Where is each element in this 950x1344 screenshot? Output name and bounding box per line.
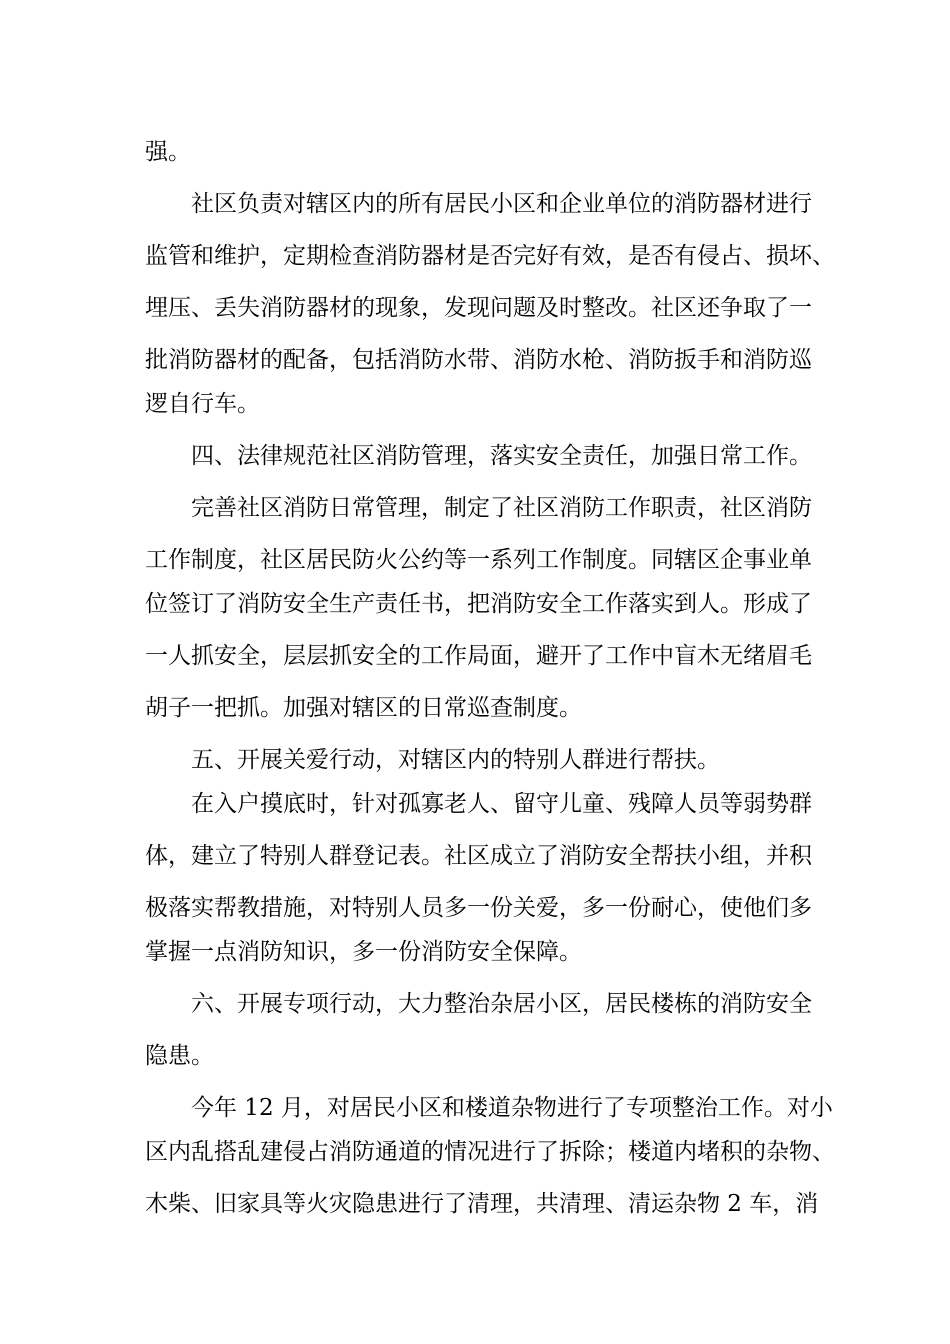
text-line: 隐患。 [145,1043,214,1069]
text-line: 一人抓安全，层层抓安全的工作局面，避开了工作中盲木无绪眉毛 [145,643,812,669]
section-heading: 六、开展专项行动，大力整治杂居小区，居民楼栋的消防安全 [145,991,812,1017]
text-line: 区内乱搭乱建侵占消防通道的情况进行了拆除；楼道内堵积的杂物、 [145,1139,835,1165]
text-line: 工作制度，社区居民防火公约等一系列工作制度。同辖区企事业单 [145,547,812,573]
text-line: 强。 [145,139,191,165]
text-line: 社区负责对辖区内的所有居民小区和企业单位的消防器材进行 [145,191,812,217]
text-line: 完善社区消防日常管理，制定了社区消防工作职责，社区消防 [145,495,812,521]
text-line: 掌握一点消防知识，多一份消防安全保障。 [145,939,582,965]
text-line: 胡子一把抓。加强对辖区的日常巡查制度。 [145,695,582,721]
text-line: 今年 12 月，对居民小区和楼道杂物进行了专项整治工作。对小 [145,1095,833,1121]
text-line: 位签订了消防安全生产责任书，把消防安全工作落实到人。形成了 [145,591,812,617]
section-heading: 五、开展关爱行动，对辖区内的特别人群进行帮扶。 [145,747,720,773]
text-line: 极落实帮教措施，对特别人员多一份关爱，多一份耐心，使他们多 [145,895,812,921]
text-line: 在入户摸底时，针对孤寡老人、留守儿童、残障人员等弱势群 [145,791,812,817]
text-line: 体，建立了特别人群登记表。社区成立了消防安全帮扶小组，并积 [145,843,812,869]
text-line: 木柴、旧家具等火灾隐患进行了清理，共清理、清运杂物 2 车，消 [145,1191,819,1217]
text-line: 监管和维护，定期检查消防器材是否完好有效，是否有侵占、损坏、 [145,243,835,269]
text-line: 批消防器材的配备，包括消防水带、消防水枪、消防扳手和消防巡 [145,347,812,373]
text-line: 逻自行车。 [145,391,260,417]
section-heading: 四、法律规范社区消防管理，落实安全责任，加强日常工作。 [145,443,812,469]
text-line: 埋压、丢失消防器材的现象，发现问题及时整改。社区还争取了一 [145,295,812,321]
